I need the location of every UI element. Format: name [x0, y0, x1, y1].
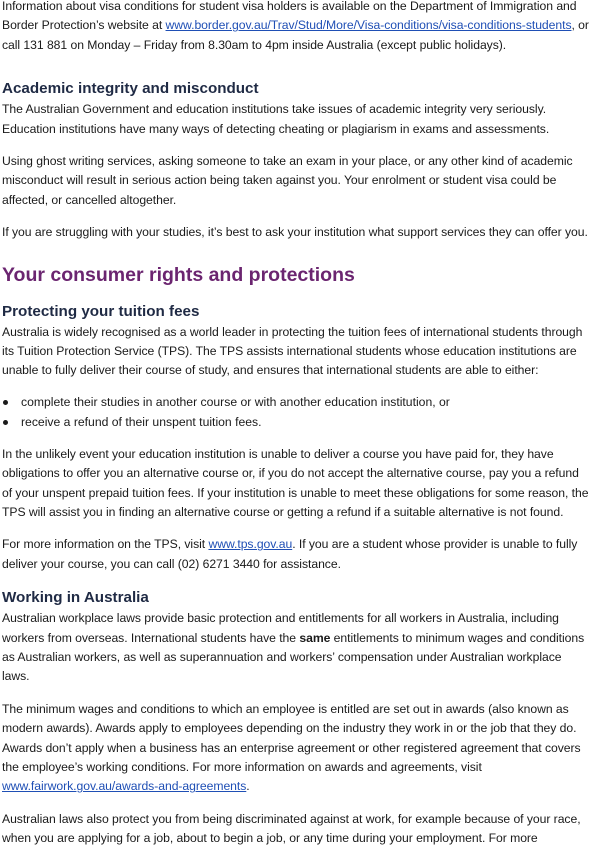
emphasis-same: same — [299, 630, 331, 645]
working-paragraph-2: The minimum wages and conditions to which an employee is entitled are set out in awards (also known as modern awards). Awards apply to employees depending on the industry they work in or the job that they do. Awards don’t apply when a business has an enterprise agreement or other registered agreement that covers the employee’s working conditions. For more information on awards and agreements, visit www.fairwork.gov.au/awards-and-agreements. — [2, 701, 581, 794]
working-paragraph-3: Australian laws also protect you from being discriminated against at work, for example because of your race, when you are applying for a job, about to begin a job, or any time during your employment. For more — [2, 811, 581, 846]
working-in-australia-heading: Working in Australia — [2, 589, 149, 607]
bullet-icon — [3, 420, 8, 425]
tuition-options-list — [2, 393, 592, 433]
tps-website-link[interactable]: www.tps.gov.au — [208, 537, 293, 552]
consumer-rights-heading: Your consumer rights and protections — [2, 263, 355, 286]
visa-conditions-text: Information about visa conditions for student visa holders is available on the Department of Immigration and Border Protection’s website at — [2, 0, 577, 33]
list-item: complete their studies in another course or with another education institution, or — [2, 393, 592, 412]
academic-integrity-paragraph-3: If you are struggling with your studies, it’s best to ask your institution what support services they can offer you. — [2, 225, 588, 240]
academic-integrity-heading: Academic integrity and misconduct — [2, 80, 259, 98]
bullet-icon — [3, 400, 8, 405]
academic-integrity-paragraph-1: The Australian Government and education institutions take issues of academic integrity very seriously. Education institutions have many ways of detecting cheating or plagiarism in exams and assessments. — [2, 102, 550, 136]
list-item: receive a refund of their unspent tuition fees. — [2, 413, 592, 432]
tuition-fees-heading: Protecting your tuition fees — [2, 302, 200, 320]
visa-conditions-paragraph — [2, 0, 592, 55]
tuition-fees-paragraph-3: For more information on the TPS, visit www.tps.gov.au. If you are a student whose provider is unable to fully deliver your course, you can call (02) 6271 3440 for assistance. — [2, 537, 578, 571]
academic-integrity-paragraph-2: Using ghost writing services, asking someone to take an exam in your place, or any other kind of academic misconduct will result in serious action being taken against you. Your enrolment or student visa could be affected, or cancelled altogether. — [2, 154, 573, 207]
visa-conditions-phone-text: , or call 131 881 on Monday – Friday from 8.30am to 4pm inside Australia (except public holidays). — [2, 18, 589, 52]
fairwork-awards-link[interactable]: www.fairwork.gov.au/awards-and-agreements — [2, 779, 247, 794]
working-paragraph-1: Australian workplace laws provide basic protection and entitlements for all workers in Australia, including workers from overseas. International students have the same entitlements to minimum wages and conditions as Australian workers, as well as superannuation and workers’ compensation under Australian workplace laws. — [2, 611, 585, 684]
tuition-fees-paragraph-2: In the unlikely event your education institution is unable to deliver a course you have paid for, they have obligations to offer you an alternative course or, if you do not accept the alternative course, pay you a refund of your unspent prepaid tuition fees. If your institution is unable to meet these obligations for some reason, the TPS will assist you in finding an alternative course or getting a refund if a suitable alternative is not found. — [2, 446, 589, 519]
tuition-fees-paragraph-1: Australia is widely recognised as a world leader in protecting the tuition fees of international students through its Tuition Protection Service (TPS). The TPS assists international students whose education institutions are unable to fully deliver their course of study, and ensures that international students are able to either: — [2, 324, 583, 378]
visa-conditions-link[interactable]: www.border.gov.au/Trav/Stud/More/Visa-conditions/visa-conditions-students — [165, 18, 572, 33]
